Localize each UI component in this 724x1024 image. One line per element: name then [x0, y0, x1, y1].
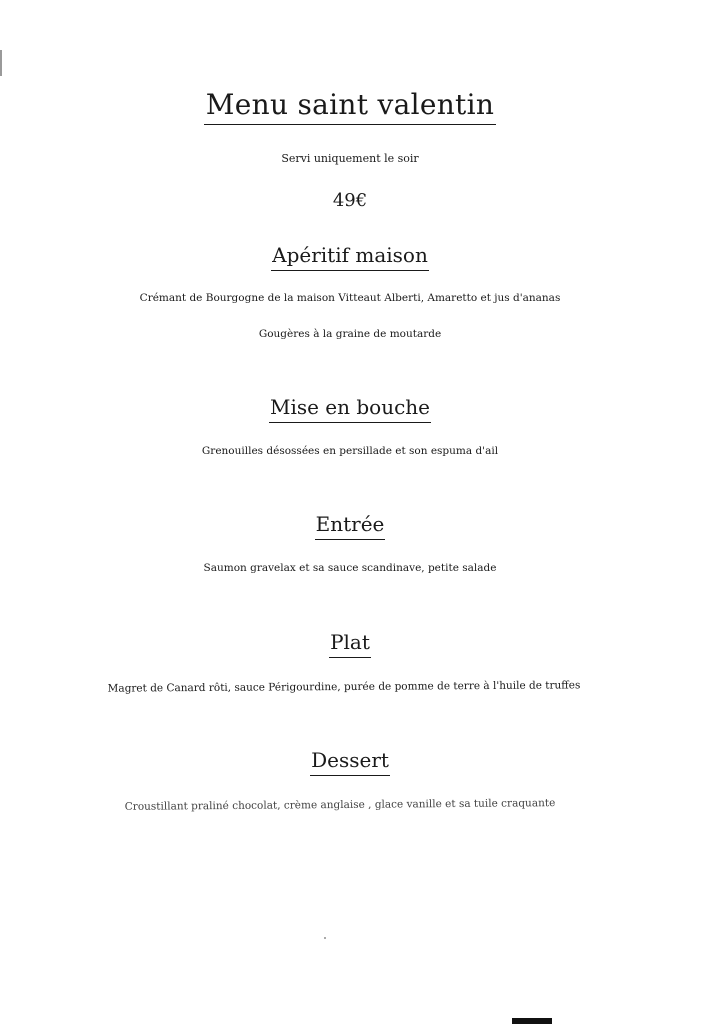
section-heading-aperitif-text: Apéritif maison [271, 243, 429, 271]
menu-title [0, 88, 700, 125]
section-heading-plat [0, 630, 700, 658]
menu-title-text: Menu saint valentin [204, 88, 496, 125]
section-heading-entree-text: Entrée [315, 512, 386, 540]
section-heading-mise-en-bouche-text: Mise en bouche [269, 395, 431, 423]
scan-edge-mark [0, 50, 2, 76]
section-heading-plat-text: Plat [329, 630, 371, 658]
section-heading-dessert [0, 748, 700, 776]
section-heading-entree [0, 512, 700, 540]
menu-item-entree: Saumon gravelax et sa sauce scandinave, petite salade [203, 562, 497, 574]
section-heading-aperitif [0, 243, 700, 271]
section-heading-dessert-text: Dessert [310, 748, 390, 776]
menu-item-dessert: Croustillant praliné chocolat, crème anglaise , glace vanille et sa tuile craquante [124, 797, 556, 813]
scan-corner-mark [512, 1018, 552, 1024]
menu-item-aperitif-drink: Crémant de Bourgogne de la maison Vitteaut Alberti, Amaretto et jus d'ananas [139, 292, 561, 304]
section-heading-mise-en-bouche [0, 395, 700, 423]
scan-speck [324, 937, 326, 939]
menu-price: 49€ [332, 190, 368, 211]
menu-item-mise-en-bouche: Grenouilles désossées en persillade et son espuma d'ail [201, 445, 499, 457]
menu-subtitle: Servi uniquement le soir [281, 152, 419, 165]
menu-item-aperitif-gougeres: Gougères à la graine de moutarde [258, 328, 442, 340]
menu-item-plat: Magret de Canard rôti, sauce Périgourdine, purée de pomme de terre à l'huile de truffes [107, 679, 581, 695]
